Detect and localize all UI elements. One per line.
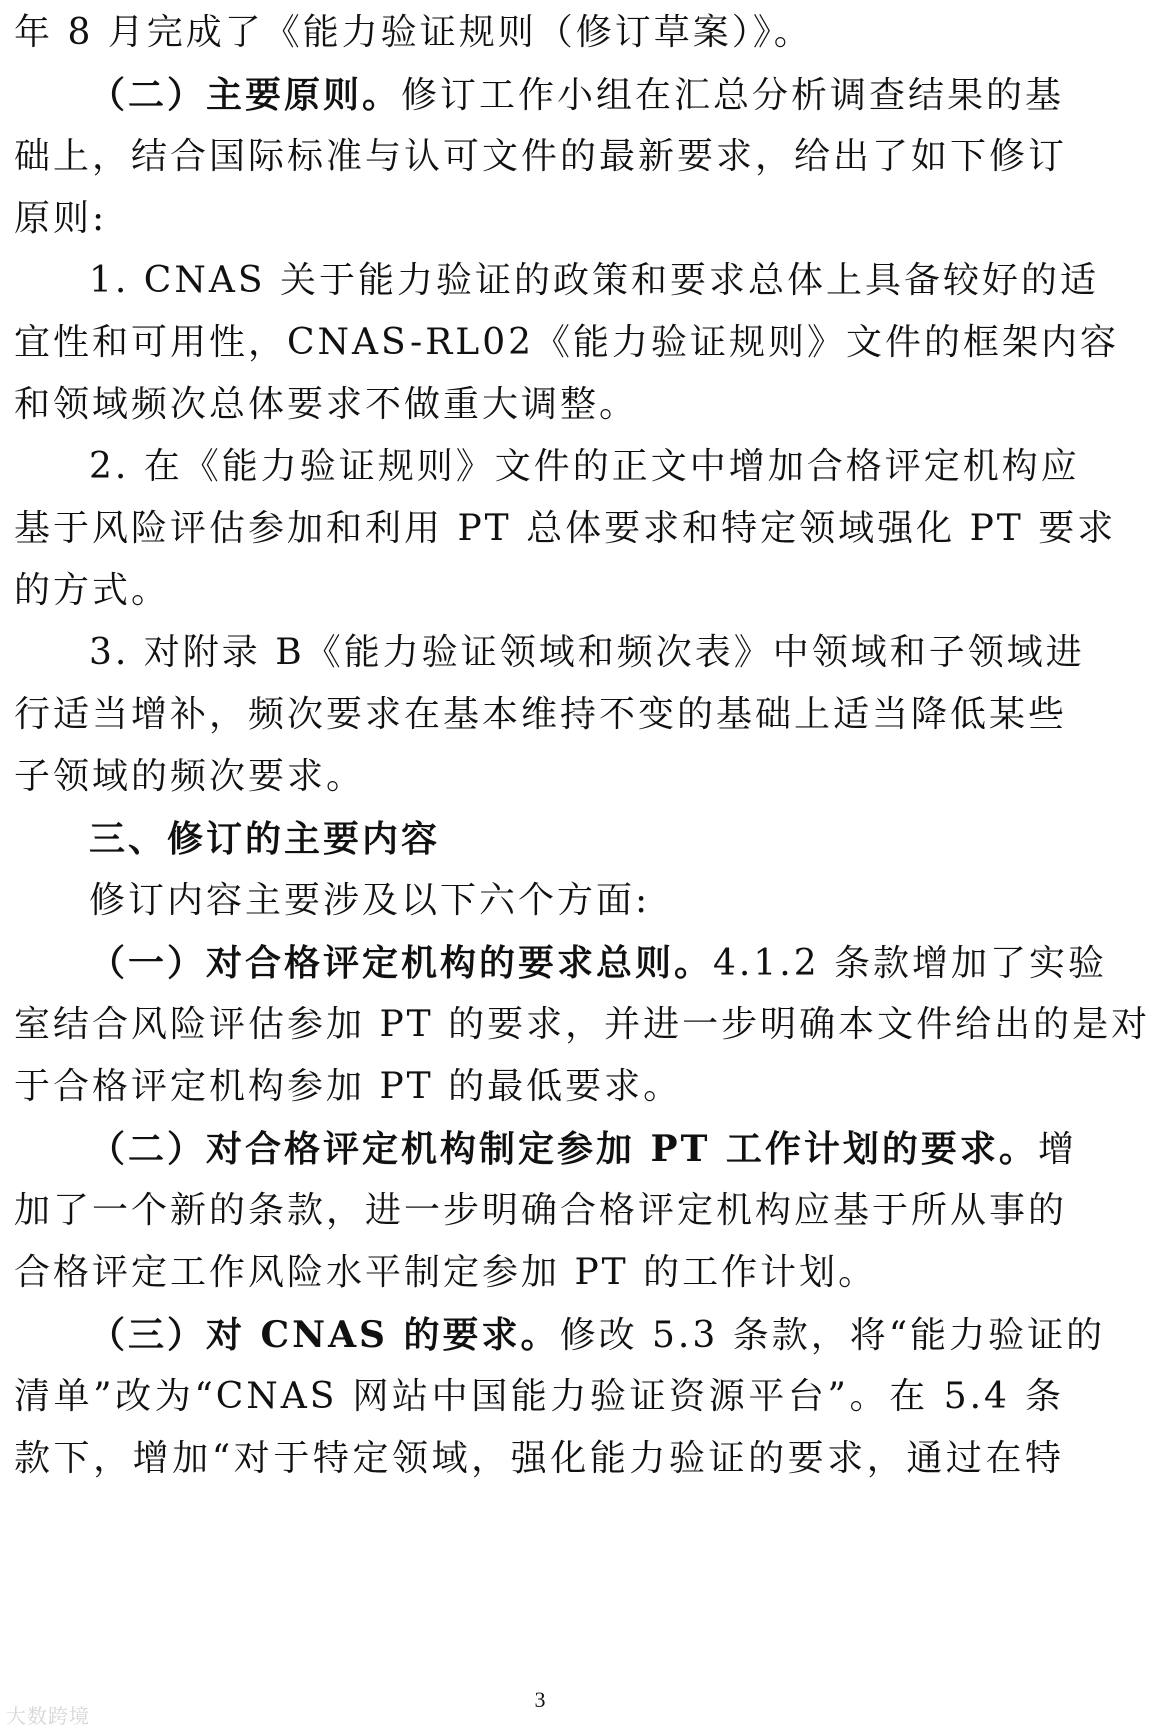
body-line: 年 8 月完成了《能力验证规则（修订草案）》。 — [14, 12, 813, 53]
body-line: 础上，结合国际标准与认可文件的最新要求，给出了如下修订 — [14, 136, 1068, 177]
body-line: 基于风险评估参加和利用 PT 总体要求和特定领域强化 PT 要求 — [14, 508, 1117, 549]
body-line: 的方式。 — [14, 570, 171, 611]
list-item-1: 1. CNAS 关于能力验证的政策和要求总体上具备较好的适 — [89, 260, 1099, 301]
body-line: 修订内容主要涉及以下六个方面: — [89, 880, 651, 921]
section-title: 三、修订的主要内容 — [89, 818, 441, 860]
body-line: 原则: — [14, 198, 108, 239]
body-line: 加了一个新的条款，进一步明确合格评定机构应基于所从事的 — [14, 1190, 1068, 1231]
section-heading: （一）对合格评定机构的要求总则。 — [89, 942, 714, 984]
list-item-3: 3. 对附录 B《能力验证领域和频次表》中领域和子领域进 — [89, 632, 1085, 673]
paragraph-principles — [14, 64, 1064, 126]
body-line: 于合格评定机构参加 PT 的最低要求。 — [14, 1066, 683, 1107]
body-line: 和领域频次总体要求不做重大调整。 — [14, 384, 639, 425]
body-text: 增 — [1037, 1129, 1077, 1170]
body-text: 修改 5.3 条款，将“能力验证的 — [559, 1315, 1106, 1356]
page-number: 3 — [534, 1687, 546, 1712]
section-heading: （二）对合格评定机构制定参加 PT 工作计划的要求。 — [89, 1128, 1038, 1170]
paragraph-general — [14, 932, 1108, 994]
list-item-2: 2. 在《能力验证规则》文件的正文中增加合格评定机构应 — [89, 446, 1080, 487]
body-line: 合格评定工作风险水平制定参加 PT 的工作计划。 — [14, 1252, 878, 1293]
paragraph-cnas — [14, 1304, 1106, 1366]
body-line: 室结合风险评估参加 PT 的要求，并进一步明确本文件给出的是对 — [14, 1004, 1150, 1045]
body-text: 4.1.2 条款增加了实验 — [713, 943, 1108, 984]
body-line: 款下，增加“对于特定领域，强化能力验证的要求，通过在特 — [14, 1438, 1064, 1479]
section-heading: （三）对 CNAS 的要求。 — [89, 1314, 560, 1356]
body-text: 修订工作小组在汇总分析调查结果的基 — [401, 75, 1065, 116]
section-heading: （二）主要原则。 — [89, 74, 402, 116]
body-line: 子领域的频次要求。 — [14, 756, 366, 797]
paragraph-work-plan — [14, 1118, 1077, 1180]
body-line: 行适当增补，频次要求在基本维持不变的基础上适当降低某些 — [14, 694, 1068, 735]
body-line: 宜性和可用性，CNAS-RL02《能力验证规则》文件的框架内容 — [14, 322, 1120, 363]
body-line: 清单”改为“CNAS 网站中国能力验证资源平台”。在 5.4 条 — [14, 1376, 1064, 1417]
watermark-logo: 大数跨境 — [6, 1704, 90, 1728]
